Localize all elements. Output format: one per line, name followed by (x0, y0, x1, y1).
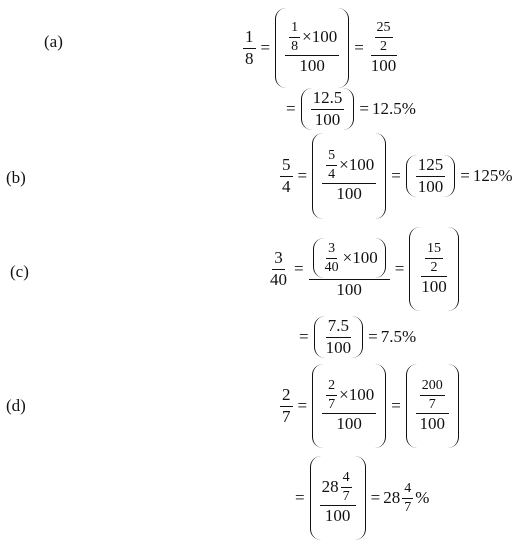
eq-c-line2: = 7.5 100 = 7.5% (299, 315, 417, 357)
label-b: (b) (6, 168, 26, 187)
label-c: (c) (10, 262, 29, 281)
result-d: 28 4 7 % (383, 481, 430, 515)
paren-group: $\frac{1}{8}$ × 100 100 (275, 8, 349, 88)
label-d: (d) (6, 396, 26, 415)
eq-d-line2: = 28 4 7 100 = 28 4 7 % (292, 456, 429, 540)
result-a: 12.5% (371, 99, 416, 118)
eq-a-line1: $\frac{1}{8}$ = $\frac{1}{8}$ × 100 100 = 25 2 100 (241, 8, 400, 88)
eq-c-line1: $\frac{3}{40}$ = $\frac{3}{40}$ × 100 100 = 15 2 100 (266, 227, 461, 311)
label-a: (a) (44, 32, 63, 51)
eq-b: $\frac{5}{4}$ = $\frac{5}{4}$ × 100 100 = 125 100 = 125% (278, 133, 513, 219)
result-b: 125% (472, 166, 513, 185)
eq-a-line2: = 12.5 100 = 12.5% (286, 87, 416, 129)
fraction: $\frac{1}{8}$ (245, 26, 254, 68)
result-c: 7.5% (380, 327, 417, 346)
eq-d-line1: $\frac{2}{7}$ = $\frac{2}{7}$ × 100 100 = 200 7 100 (278, 364, 461, 448)
